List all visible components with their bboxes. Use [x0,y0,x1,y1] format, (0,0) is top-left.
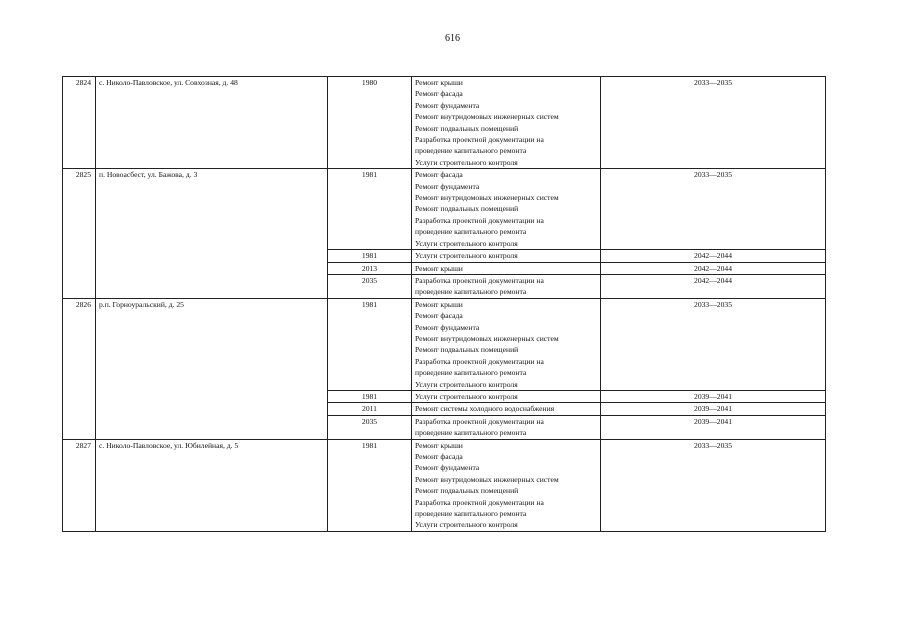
period-cell: 2039—2041 [601,415,826,439]
work-item: Услуги строительного контроля [415,157,518,167]
work-item: Разработка проектной документации на [415,356,544,366]
year-cell: 1981 [328,439,412,531]
work-item: Ремонт фундамента [415,463,480,473]
work-item: Ремонт внутридомовых инженерных систем [415,193,559,203]
work-item: проведение капитального ремонта [415,428,527,438]
work-item: Разработка проектной документации на [415,135,544,145]
work-item: Ремонт фасада [415,452,463,461]
work-item: Разработка проектной документации на [415,416,544,426]
works-cell [412,274,601,298]
work-item: Разработка проектной документации на [415,497,544,507]
work-item: Услуги строительного контроля [415,238,518,248]
work-item: Ремонт внутридомовых инженерных систем [415,112,559,122]
work-item: Ремонт подвальных помещений [415,345,519,355]
building-address: р.п. Горноуральский, д. 25 [96,298,328,439]
row-number: 2825 [63,169,96,298]
year-cell: 1981 [328,390,412,402]
row-number: 2827 [63,439,96,531]
table-row [63,298,826,390]
table-row [63,439,826,531]
building-address: с. Николо-Павловское, ул. Совхозная, д. 48 [96,77,328,169]
work-item: Ремонт крыши [415,263,463,273]
work-item: Ремонт фундамента [415,100,480,110]
work-item: Ремонт фасада [415,170,463,180]
period-cell: 2042—2044 [601,274,826,298]
work-item: Разработка проектной документации на [415,275,544,285]
year-cell: 2011 [328,403,412,415]
work-item: Услуги строительного контроля [415,251,518,261]
work-item: Ремонт фасада [415,89,463,99]
table-row [63,77,826,169]
work-item: Ремонт крыши [415,299,463,309]
work-item: Ремонт фундамента [415,181,480,191]
work-item: Ремонт фундамента [415,322,480,332]
work-item: проведение капитального ремонта [415,509,527,519]
works-cell [412,439,601,531]
work-item: Ремонт подвальных помещений [415,123,519,133]
work-item: проведение капитального ремонта [415,227,527,237]
work-item: Ремонт крыши [415,440,463,450]
table-body [63,77,826,532]
year-cell: 2013 [328,262,412,274]
work-item: Ремонт внутридомовых инженерных систем [415,333,559,343]
table-row [63,169,826,250]
period-cell: 2033—2035 [601,169,826,250]
year-cell: 1981 [328,169,412,250]
building-address: с. Николо-Павловское, ул. Юбилейная, д. 5 [96,439,328,531]
work-item: Ремонт крыши [415,78,463,87]
works-cell [412,415,601,439]
work-item: Ремонт системы холодного водоснабжения [415,404,555,414]
page-number: 616 [445,33,460,44]
work-item: Ремонт подвальных помещений [415,486,519,496]
work-item: Разработка проектной документации на [415,215,544,225]
year-cell: 1980 [328,77,412,169]
work-item: Ремонт внутридомовых инженерных систем [415,474,559,484]
work-item: Ремонт фасада [415,311,463,321]
period-cell: 2039—2041 [601,403,826,415]
work-item: проведение капитального ремонта [415,368,527,378]
works-cell [412,250,601,262]
period-cell: 2042—2044 [601,262,826,274]
work-item: Услуги строительного контроля [415,379,518,389]
works-cell [412,403,601,415]
row-number: 2826 [63,298,96,439]
period-cell: 2033—2035 [601,77,826,169]
work-item: проведение капитального ремонта [415,287,527,297]
repair-schedule-table [62,76,826,532]
year-cell: 2035 [328,415,412,439]
works-cell [412,390,601,402]
building-address: п. Новоасбест, ул. Бажова, д. 3 [96,169,328,298]
period-cell: 2033—2035 [601,298,826,390]
year-cell: 2035 [328,274,412,298]
year-cell: 1981 [328,250,412,262]
works-cell [412,77,601,169]
year-cell: 1981 [328,298,412,390]
works-cell [412,169,601,250]
period-cell: 2039—2041 [601,390,826,402]
period-cell: 2042—2044 [601,250,826,262]
row-number: 2824 [63,77,96,169]
work-item: Услуги строительного контроля [415,520,518,530]
work-item: Услуги строительного контроля [415,391,518,401]
work-item: Ремонт подвальных помещений [415,204,519,214]
work-item: проведение капитального ремонта [415,146,527,156]
works-cell [412,298,601,390]
period-cell: 2033—2035 [601,439,826,531]
works-cell [412,262,601,274]
